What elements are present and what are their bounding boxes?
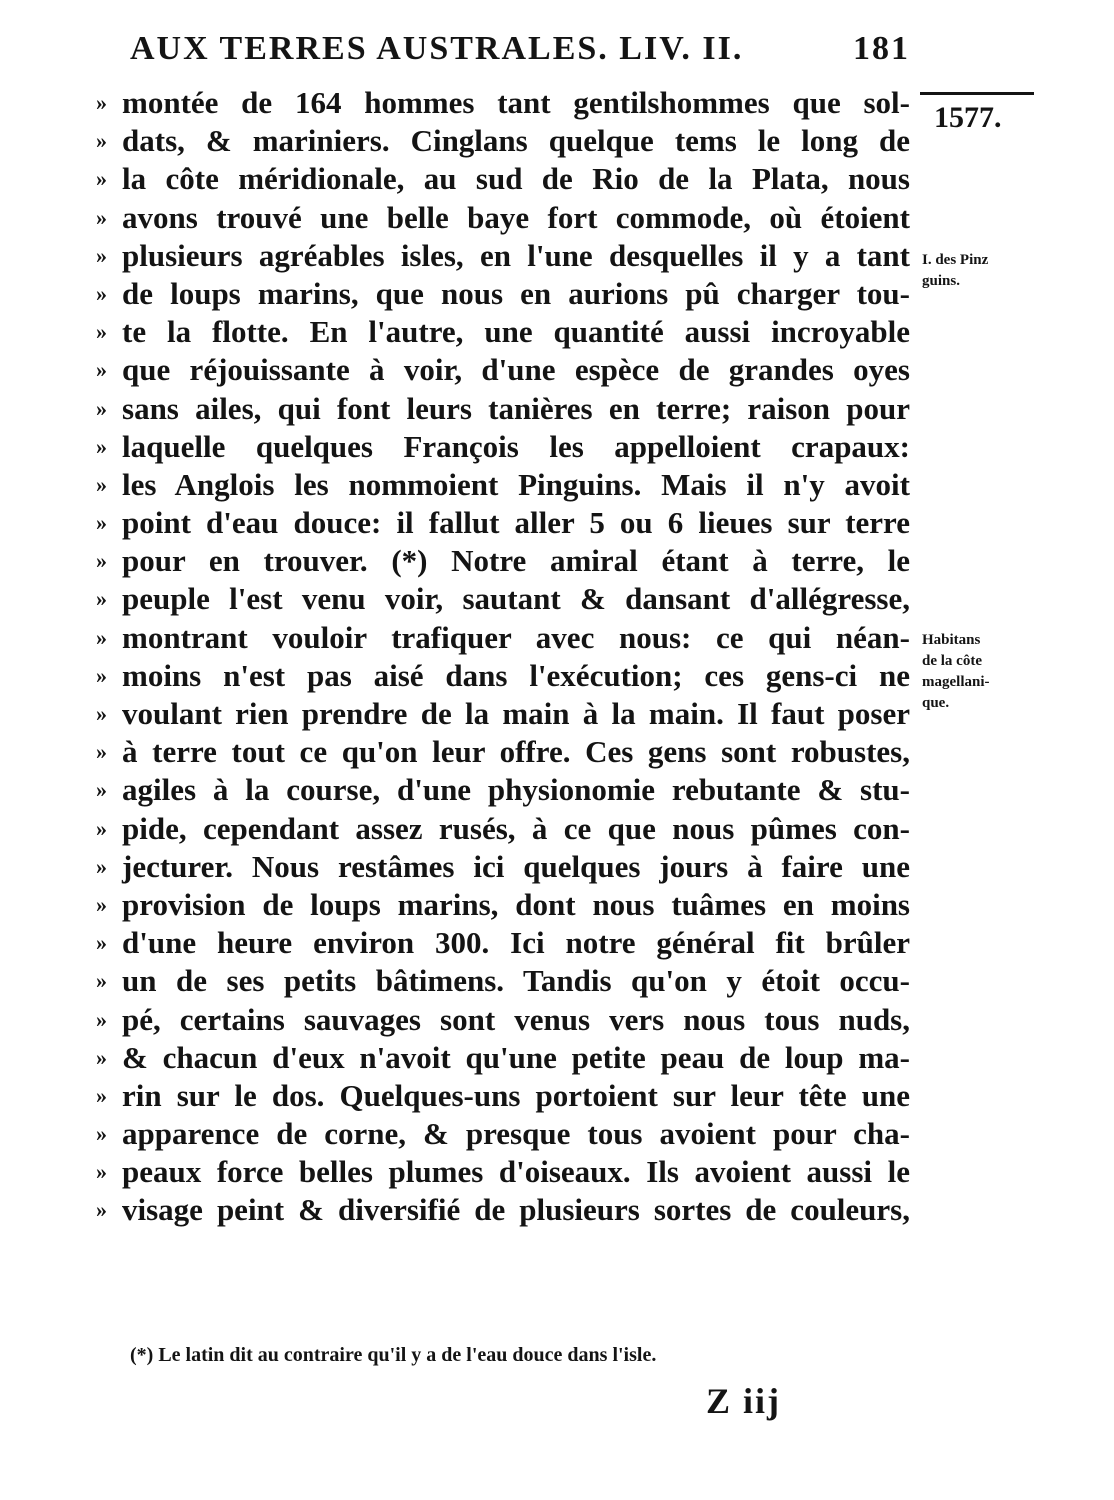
page-number: 181 [853, 30, 910, 67]
line-text: pide, cependant assez rusés, à ce que nous pûmes con- [122, 810, 910, 846]
text-line [96, 695, 912, 733]
text-line [96, 962, 912, 1000]
line-text: pé, certains sauvages sont venus vers nous tous nuds, [122, 1001, 910, 1037]
signature-mark: Z iij [706, 1381, 782, 1421]
text-line [96, 733, 912, 771]
text-line [96, 1039, 912, 1077]
line-text: provision de loups marins, dont nous tuâmes en moins [122, 886, 910, 922]
margin-year [920, 92, 1040, 135]
line-text: peuple l'est venu voir, sautant & dansant d'allégresse, [122, 581, 910, 617]
quote-mark: » [96, 701, 107, 726]
margin-note-line: guins. [922, 273, 960, 289]
line-text: plusieurs agréables isles, en l'une desquelles il y a tant [122, 237, 910, 273]
text-line [96, 580, 912, 618]
line-text: apparence de corne, & presque tous avoient pour cha- [122, 1116, 910, 1152]
year-rule [920, 92, 1034, 95]
line-text: de loups marins, que nous en aurions pû charger tou- [122, 275, 910, 311]
quote-mark: » [96, 395, 107, 421]
line-text: voulant rien prendre de la main à la main. Il faut poser [122, 696, 910, 731]
line-text: moins n'est pas aisé dans l'exécution; ces gens-ci ne [122, 657, 910, 693]
quote-mark: » [96, 1082, 107, 1108]
quote-mark: » [96, 510, 107, 536]
line-text: & chacun d'eux n'avoit qu'une petite peau de loup ma- [122, 1039, 910, 1075]
margin-note-line: Habitans [922, 632, 981, 648]
quote-mark: » [96, 815, 107, 841]
line-text: sans ailes, qui font leurs tanières en terre; raison pour [122, 390, 910, 426]
quote-mark: » [96, 853, 107, 879]
line-text: montée de 164 hommes tant gentilshommes que sol- [122, 85, 910, 120]
text-line [96, 1001, 912, 1039]
text-line [96, 1191, 912, 1229]
margin-note-line: I. des Pinz [922, 252, 989, 268]
margin-note-habitans [922, 630, 990, 714]
text-line [96, 351, 912, 389]
quote-mark: » [96, 433, 107, 459]
text-line [96, 619, 912, 657]
margin-note-line: magellani- [922, 674, 990, 690]
text-line [96, 886, 912, 924]
quote-mark: » [96, 968, 107, 994]
body-text [96, 84, 912, 1230]
text-line [96, 504, 912, 542]
quote-mark: » [96, 586, 107, 612]
text-line [96, 275, 912, 313]
line-text: avons trouvé une belle baye fort commode, où étoient [122, 199, 910, 235]
quote-mark: » [96, 204, 107, 230]
text-line [96, 390, 912, 428]
text-line [96, 542, 912, 580]
quote-mark: » [96, 280, 107, 306]
year-label: 1577. [934, 101, 1002, 134]
quote-mark: » [96, 166, 107, 192]
text-line [96, 122, 912, 160]
text-line [96, 428, 912, 466]
quote-mark: » [96, 471, 107, 497]
text-line [96, 657, 912, 695]
quote-mark: » [96, 1006, 107, 1032]
text-line [96, 84, 912, 122]
quote-mark: » [96, 624, 107, 650]
footnote: (*) Le latin dit au contraire qu'il y a de l'eau douce dans l'isle. [130, 1344, 657, 1366]
text-line [96, 810, 912, 848]
text-line [96, 160, 912, 198]
line-text: pour en trouver. (*) Notre amiral étant à terre, le [122, 543, 910, 579]
line-text: jecturer. Nous restâmes ici quelques jours à faire une [122, 848, 910, 884]
quote-mark: » [96, 1121, 107, 1147]
text-line [96, 848, 912, 886]
text-line [96, 1115, 912, 1153]
line-text: rin sur le dos. Quelques-uns portoient sur leur tête une [122, 1077, 910, 1113]
line-text: point d'eau douce: il fallut aller 5 ou 6 lieues sur terre [122, 505, 910, 541]
quote-mark: » [96, 319, 107, 345]
line-text: un de ses petits bâtimens. Tandis qu'on y étoit occu- [122, 963, 910, 999]
text-line [96, 1077, 912, 1115]
line-text: laquelle quelques François les appelloient crapaux: [122, 428, 910, 464]
margin-note-line: de la côte [922, 653, 982, 669]
line-text: visage peint & diversifié de plusieurs sortes de couleurs, [122, 1192, 910, 1228]
line-text: à terre tout ce qu'on leur offre. Ces gens sont robustes, [122, 734, 910, 770]
running-head [130, 30, 910, 74]
quote-mark: » [96, 548, 107, 574]
quote-mark: » [96, 1197, 107, 1223]
quote-mark: » [96, 930, 107, 956]
text-line [96, 237, 912, 275]
text-line [96, 1153, 912, 1191]
line-text: d'une heure environ 300. Ici notre général fit brûler [122, 925, 910, 961]
quote-mark: » [96, 891, 107, 917]
quote-mark: » [96, 1159, 107, 1185]
text-line [96, 771, 912, 809]
line-text: agiles à la course, d'une physionomie rebutante & stu- [122, 772, 910, 808]
quote-mark: » [96, 777, 107, 803]
text-line [96, 924, 912, 962]
line-text: peaux force belles plumes d'oiseaux. Ils avoient aussi le [122, 1154, 910, 1190]
quote-mark: » [96, 128, 107, 154]
quote-mark: » [96, 662, 107, 688]
line-text: te la flotte. En l'autre, une quantité aussi incroyable [122, 314, 910, 350]
margin-note-penguins [922, 250, 988, 292]
quote-mark: » [96, 739, 107, 765]
line-text: que réjouissante à voir, d'une espèce de grandes oyes [122, 352, 910, 388]
running-title: AUX TERRES AUSTRALES. LIV. II. [130, 30, 744, 67]
text-line [96, 199, 912, 237]
quote-mark: » [96, 242, 107, 268]
quote-mark: » [96, 90, 107, 115]
quote-mark: » [96, 357, 107, 383]
line-text: la côte méridionale, au sud de Rio de la Plata, nous [122, 161, 910, 197]
line-text: dats, & mariniers. Cinglans quelque tems le long de [122, 123, 910, 159]
text-line [96, 466, 912, 504]
line-text: montrant vouloir trafiquer avec nous: ce qui néan- [122, 619, 910, 655]
quote-mark: » [96, 1044, 107, 1070]
text-line [96, 313, 912, 351]
line-text: les Anglois les nommoient Pinguins. Mais il n'y avoit [122, 466, 910, 502]
margin-note-line: que. [922, 695, 950, 711]
